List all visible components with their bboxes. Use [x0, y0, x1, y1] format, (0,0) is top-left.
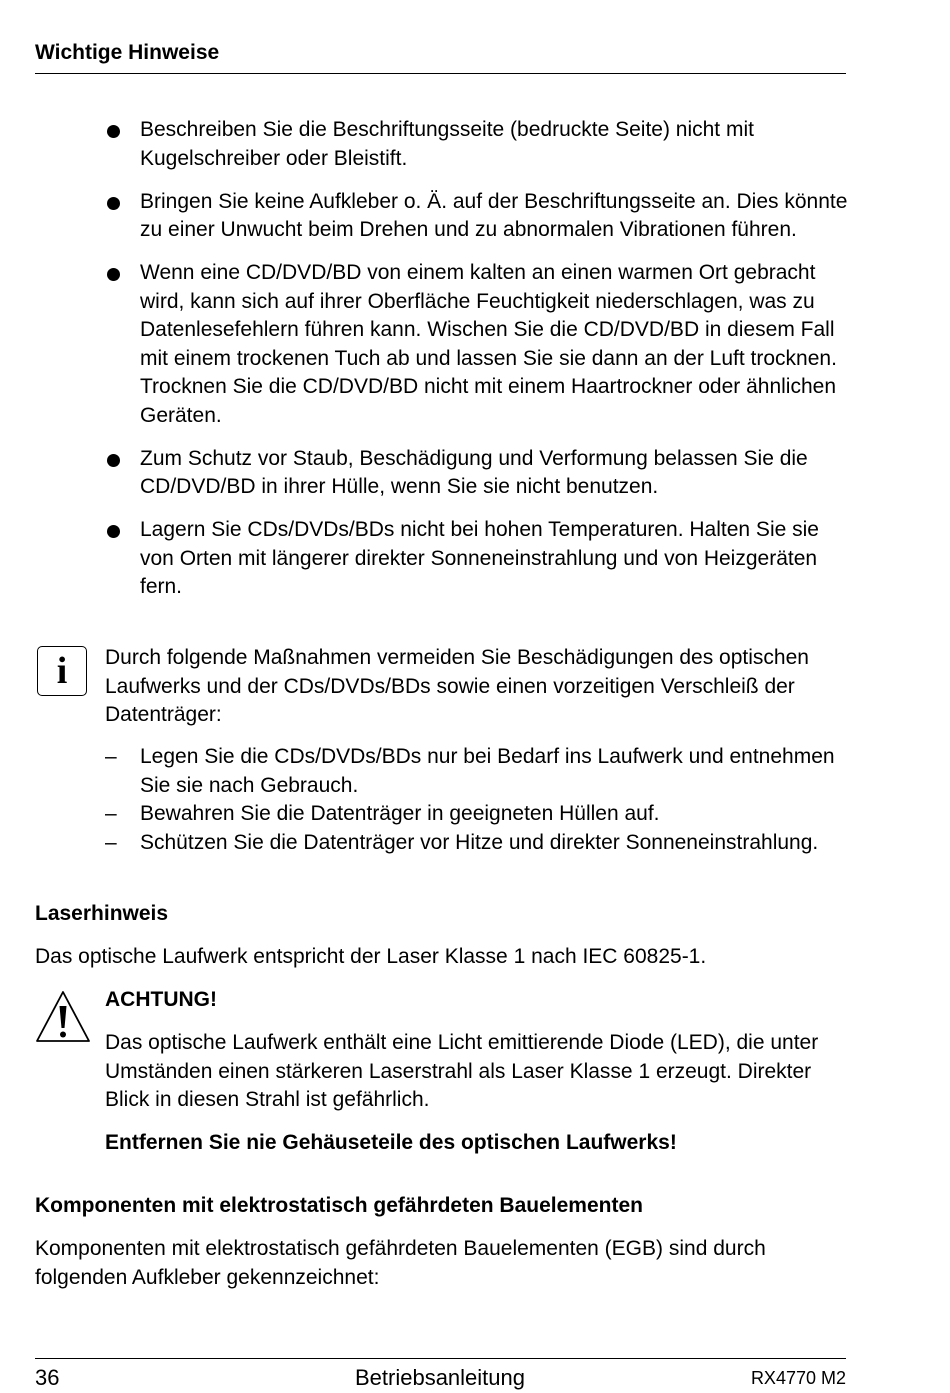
warning-text: Das optische Laufwerk enthält eine Licht emittierende Diode (LED), die unter Umständen einen stärkeren Laserstrahl als Laser Klasse 1 erzeugt. Direkter Blick in diesen Strahl ist gefährlich.: [105, 1031, 819, 1111]
warning-strong-text: Entfernen Sie nie Gehäuseteile des optischen Laufwerks!: [105, 1131, 677, 1154]
dash-item-text: Schützen Sie die Datenträger vor Hitze und direkter Sonneneinstrahlung.: [140, 830, 819, 854]
bullet-dot-icon: [107, 268, 120, 281]
warning-triangle-icon: [34, 989, 92, 1045]
egb-text: Komponenten mit elektrostatisch gefährdeten Bauelementen (EGB) sind durch folgenden Aufkleber gekennzeichnet:: [35, 1237, 766, 1289]
info-dash-list: [105, 743, 850, 857]
bullet-item: [105, 116, 850, 173]
bullet-text: Wenn eine CD/DVD/BD von einem kalten an einen warmen Ort gebracht wird, kann sich auf ihrer Oberfläche Feuchtigkeit niederschlagen, was zu Datenlesefehlern führen kann. Wischen Sie die CD/DVD/BD in diesem Fall mit einem trockenen Tuch ab und lassen Sie sie dann an der Luft trocknen. Trocknen Sie die CD/DVD/BD nicht mit einem Haartrockner oder ähnlichen Geräten.: [140, 261, 837, 427]
bullet-dot-icon: [107, 525, 120, 538]
bullet-text: Bringen Sie keine Aufkleber o. Ä. auf der Beschriftungsseite an. Dies könnte zu einer Unwucht beim Drehen und zu abnormalen Vibrationen führen.: [140, 189, 848, 241]
laser-heading: Laserhinweis: [35, 902, 169, 925]
bullet-dot-icon: [107, 125, 120, 138]
footer-document-title: Betriebsanleitung: [354, 1365, 525, 1390]
egb-heading: Komponenten mit elektrostatisch gefährdeten Bauelementen: [35, 1194, 643, 1217]
warning-title: ACHTUNG!: [105, 988, 217, 1011]
bullet-text: Beschreiben Sie die Beschriftungsseite (bedruckte Seite) nicht mit Kugelschreiber oder Bleistift.: [140, 118, 754, 170]
footer-model: RX4770 M2: [750, 1368, 846, 1388]
dash-item-text: Legen Sie die CDs/DVDs/BDs nur bei Bedarf ins Laufwerk und entnehmen Sie sie nach Gebrauch.: [140, 745, 835, 797]
page-number: 36: [35, 1365, 60, 1390]
info-icon-glyph: i: [56, 650, 68, 692]
laser-text: Das optische Laufwerk entspricht der Laser Klasse 1 nach IEC 60825-1.: [35, 945, 707, 968]
bullet-item: [105, 516, 850, 602]
footer-rule: [35, 1358, 846, 1359]
dash-item: [105, 800, 850, 829]
header-rule: [35, 73, 846, 74]
dash-item: [105, 743, 850, 800]
dash-item-text: Bewahren Sie die Datenträger in geeigneten Hüllen auf.: [140, 802, 660, 825]
dash-mark: –: [105, 802, 117, 825]
bullet-dot-icon: [107, 197, 120, 210]
info-icon: [37, 646, 87, 696]
bullet-dot-icon: [107, 454, 120, 467]
bullet-text: Lagern Sie CDs/DVDs/BDs nicht bei hohen Temperaturen. Halten Sie sie von Orten mit längerer direkter Sonneneinstrahlung und von Heizgeräten fern.: [140, 518, 819, 598]
dash-mark: –: [105, 745, 117, 768]
bullet-item: [105, 259, 850, 430]
page-header-title: Wichtige Hinweise: [35, 41, 220, 64]
bullet-item: [105, 188, 850, 245]
dash-item: [105, 829, 850, 858]
bullet-item: [105, 445, 850, 502]
handling-bullet-list: [105, 116, 850, 616]
dash-mark: –: [105, 830, 117, 854]
bullet-text: Zum Schutz vor Staub, Beschädigung und Verformung belassen Sie die CD/DVD/BD in ihrer Hülle, wenn Sie sie nicht benutzen.: [140, 446, 808, 498]
info-note-text: Durch folgende Maßnahmen vermeiden Sie Beschädigungen des optischen Laufwerks und der CDs/DVDs/BDs sowie einen vorzeitigen Verschleiß der Datenträger:: [105, 646, 809, 726]
